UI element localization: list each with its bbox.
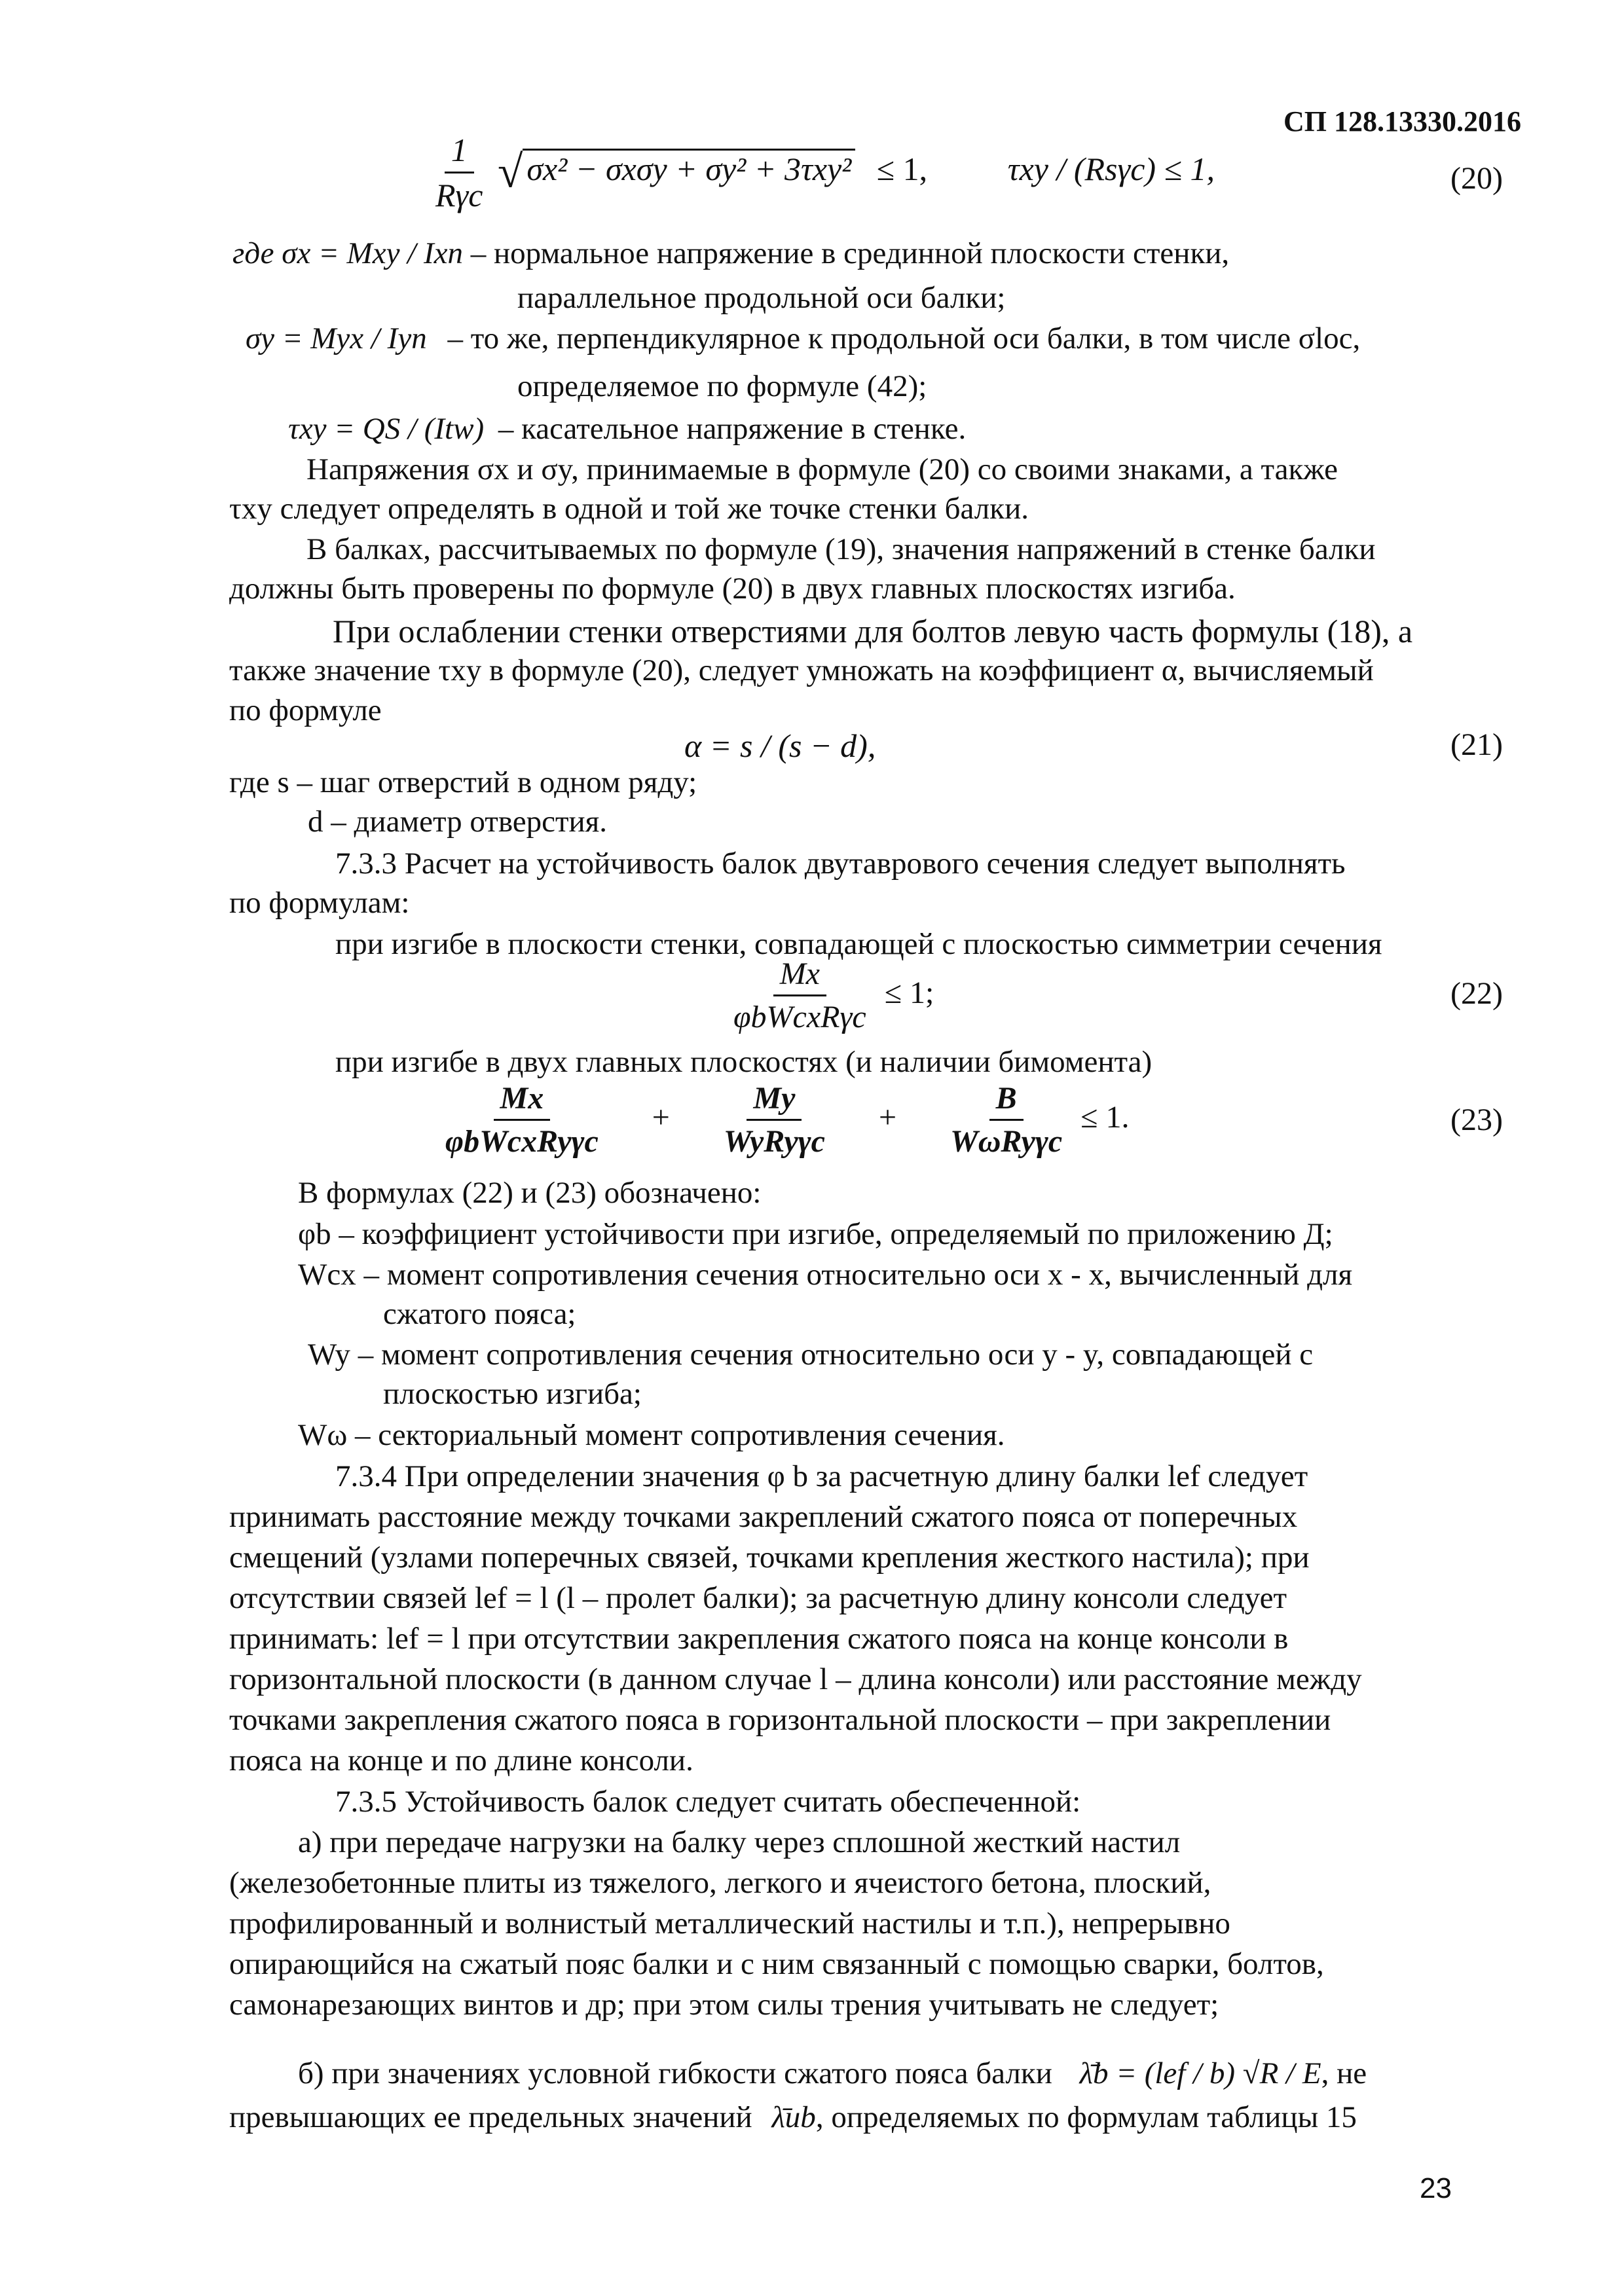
section-734-line4: отсутствии связей lef = l (l – пролет балки); за расчетную длину консоли следует [229,1581,1287,1615]
def-wy: Wy – момент сопротивления сечения относительно оси y - y, совпадающей с [308,1338,1314,1372]
section-734-line5: принимать: lef = l при отсутствии закрепления сжатого пояса на конце консоли в [229,1622,1289,1656]
radical-sign: √ [497,147,523,198]
section-734-line8: пояса на конце и по длине консоли. [229,1743,693,1777]
page-number: 23 [1420,2172,1452,2204]
formula-20-fraction [429,131,489,214]
section-734-line3: смещений (узлами поперечных связей, точками крепления жесткого настила); при [229,1540,1310,1575]
def-sigma-y-symbol: σy = Myx / Iyn [246,321,427,355]
formula-23-relation: ≤ 1. [1080,1099,1130,1135]
def-sigma-x [232,236,1229,271]
formula-22-numerator: Mx [773,956,826,996]
para-weakening-line1: При ослаблении стенки отверстиями для болтов левую часть формулы (18), а [333,613,1413,649]
section-735-line1: 7.3.5 Устойчивость балок следует считать обеспеченной: [335,1785,1081,1819]
section-733-line2: по формулам: [229,886,410,920]
para-stresses-line1: Напряжения σx и σy, принимаемые в формуле (20) со своими знаками, а также [306,452,1338,486]
section-735-a-line2: (железобетонные плиты из тяжелого, легкого и ячеистого бетона, плоский, [229,1866,1211,1900]
formula-20-denominator: Rγc [435,177,483,213]
def-wcx-continued: сжатого пояса; [383,1297,576,1331]
formula-23-term3 [944,1080,1069,1159]
formula-23-term2-denominator: WyRyγc [723,1124,825,1159]
def-sigma-y [246,321,1360,356]
slenderness-formula: λ̄b = (lef / b) √R / E [1079,2056,1321,2090]
section-733-biaxial: при изгибе в двух главных плоскостях (и наличии бимомента) [335,1045,1153,1079]
section-735-b-line1 [298,2056,1367,2091]
formula-23-plus1: + [652,1099,670,1135]
formula-20 [429,131,1215,214]
section-735-a-line5: самонарезающих винтов и др; при этом силы трения учитывать не следует; [229,1988,1219,2022]
def-sigma-y-text: – то же, перпендикулярное к продольной оси балки, в том числе σloc, [447,321,1361,355]
formula-23-term1 [439,1080,605,1159]
formula-23-term2 [717,1080,832,1159]
formula-20-radicand: σx² − σxσy + σy² + 3τxy² [523,149,855,187]
equation-number-20: (20) [1450,161,1503,196]
equation-number-21: (21) [1450,727,1503,762]
formula-23-term2-numerator: My [747,1080,802,1121]
para-beams-line2: должны быть проверены по формуле (20) в двух главных плоскостях изгиба. [229,572,1236,606]
limit-slenderness-symbol: λ̄ub [771,2100,816,2134]
section-733-line1: 7.3.3 Расчет на устойчивость балок двутаврового сечения следует выполнять [335,847,1346,881]
def-tau-xy [288,411,966,446]
def-sigma-x-text: – нормальное напряжение в срединной плоскости стенки, [470,236,1230,270]
formula-22-relation: ≤ 1; [884,975,934,1010]
section-735-a-line4: опирающийся на сжатый пояс балки и с ним связанный с помощью сварки, болтов, [229,1947,1324,1981]
def-d: d – диаметр отверстия. [308,805,608,839]
para-stresses-line2: τxy следует определять в одной и той же точке стенки балки. [229,492,1029,526]
formula-20-relation: ≤ 1, [876,150,928,187]
def-wcx: Wcx – момент сопротивления сечения относительно оси x - x, вычисленный для [298,1258,1353,1292]
formula-23-term3-denominator: WωRyγc [950,1124,1063,1159]
section-733-line3: при изгибе в плоскости стенки, совпадающей с плоскостью симметрии сечения [335,927,1382,961]
def-wy-continued: плоскостью изгиба; [383,1377,642,1411]
def-tau-xy-symbol: τxy = QS / (Itw) [288,412,485,446]
formula-20-shear-condition: τxy / (Rsγc) ≤ 1, [1007,150,1215,187]
para-weakening-line3: по формуле [229,693,382,727]
section-735-b-line2 [229,2100,1357,2135]
section-735-a-line3: профилированный и волнистый металлический настилы и т.п.), непрерывно [229,1906,1230,1941]
formula-23-term1-denominator: φbWcxRyγc [445,1124,599,1159]
def-sigma-x-symbol: где σx = Mxy / Ixn [232,236,463,270]
def-womega: Wω – секториальный момент сопротивления сечения. [298,1418,1005,1452]
formula-23-plus2: + [878,1099,897,1135]
equation-number-22: (22) [1450,976,1503,1011]
formula-20-numerator: 1 [445,131,474,173]
def-phi-b: φb – коэффициент устойчивости при изгибе, определяемый по приложению Д; [298,1217,1333,1251]
section-735-a-line1: а) при передаче нагрузки на балку через сплошной жесткий настил [298,1825,1181,1859]
defs-23-intro: В формулах (22) и (23) обозначено: [298,1176,762,1210]
formula-23 [439,1080,1129,1159]
document-code: СП 128.13330.2016 [1283,105,1521,137]
section-735-b-suffix: , не [1321,2056,1367,2090]
def-sigma-y-continued: определяемое по формуле (42); [517,369,927,403]
formula-22 [727,956,934,1035]
section-734-line2: принимать расстояние между точками закреплений сжатого пояса от поперечных [229,1500,1298,1534]
section-735-b-text: б) при значениях условной гибкости сжатого пояса балки [298,2056,1052,2090]
formula-23-term3-numerator: B [989,1080,1024,1121]
equation-number-23: (23) [1450,1102,1503,1137]
para-beams-line1: В балках, рассчитываемых по формуле (19), значения напряжений в стенке балки [306,532,1376,566]
formula-23-term1-numerator: Mx [494,1080,551,1121]
formula-22-denominator: φbWcxRγc [733,1000,866,1034]
para-weakening-line2: также значение τxy в формуле (20), следует умножать на коэффициент α, вычисляемый [229,653,1374,687]
section-734-line1: 7.3.4 При определении значения φ b за расчетную длину балки lef следует [335,1459,1308,1493]
section-735-b2-text: превышающих ее предельных значений [229,2100,752,2134]
section-734-line7: точками закрепления сжатого пояса в горизонтальной плоскости – при закреплении [229,1703,1331,1737]
section-734-line6: горизонтальной плоскости (в данном случае l – длина консоли) или расстояние между [229,1662,1362,1696]
def-s: где s – шаг отверстий в одном ряду; [229,765,697,799]
section-735-b2-suffix: , определяемых по формулам таблицы 15 [815,2100,1357,2134]
formula-21: α = s / (s − d), [684,727,876,764]
def-sigma-x-continued: параллельное продольной оси балки; [517,281,1006,315]
formula-22-fraction [727,956,873,1035]
def-tau-xy-text: – касательное напряжение в стенке. [498,412,967,446]
